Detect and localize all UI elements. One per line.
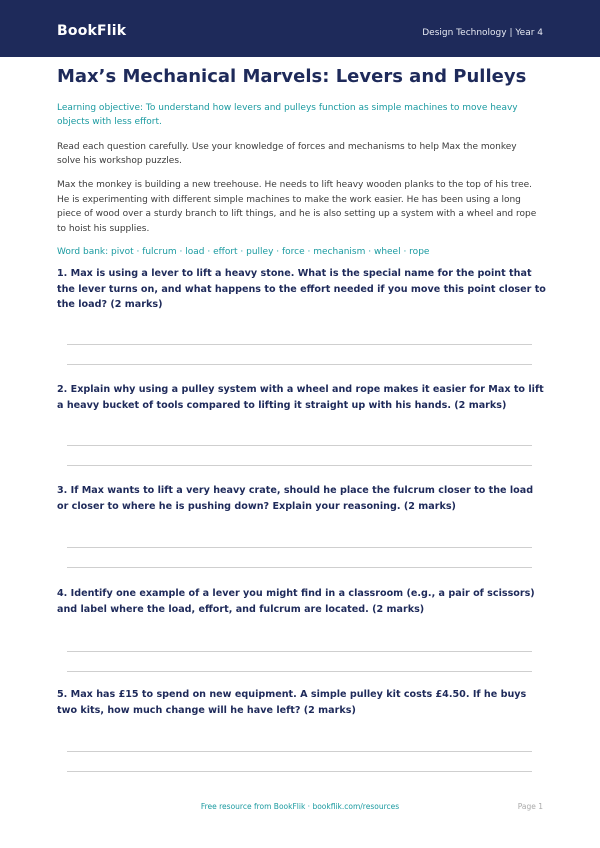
question-text: 2. Explain why using a pulley system with a wheel and rope makes it easier for Max to lift a heavy bucket of tools compared to lifting it straight up with his hands. (2 marks) <box>57 384 544 411</box>
brand-logo[interactable]: BookFlik <box>57 23 127 39</box>
subject-label: Design Technology | Year 4 <box>422 28 543 38</box>
word-bank: Word bank: pivot · fulcrum · load · effort · pulley · force · mechanism · wheel · rope <box>57 247 430 257</box>
question-text: 1. Max is using a lever to lift a heavy stone. What is the special name for the point that the lever turns on, and what happens to the effort needed if you move this point closer to the load? (2 marks) <box>57 268 546 310</box>
answer-line[interactable] <box>67 651 532 652</box>
answer-line[interactable] <box>67 445 532 446</box>
question-3 <box>57 483 547 514</box>
footer-link[interactable]: Free resource from BookFlik · bookflik.com/resources <box>200 802 400 811</box>
instructions-text: Read each question carefully. Use your knowledge of forces and mechanisms to help Max the monkey solve his workshop puzzles. <box>57 142 517 166</box>
question-1 <box>57 266 547 313</box>
question-5 <box>57 687 547 718</box>
answer-line[interactable] <box>67 671 532 672</box>
answer-line[interactable] <box>67 751 532 752</box>
question-2 <box>57 382 547 413</box>
question-text: 5. Max has £15 to spend on new equipment. A simple pulley kit costs £4.50. If he buys two kits, how much change will he have left? (2 marks) <box>57 689 527 716</box>
question-4 <box>57 586 547 617</box>
answer-line[interactable] <box>67 465 532 466</box>
answer-line[interactable] <box>67 567 532 568</box>
learning-objective: Learning objective: To understand how levers and pulleys function as simple machines to move heavy objects with less effort. <box>57 103 518 127</box>
answer-line[interactable] <box>67 547 532 548</box>
worksheet-intro <box>57 65 543 259</box>
answer-line[interactable] <box>67 771 532 772</box>
page-number: Page 1 <box>517 802 543 811</box>
answer-line[interactable] <box>67 344 532 345</box>
header-bar <box>0 0 600 57</box>
question-text: 4. Identify one example of a lever you might find in a classroom (e.g., a pair of scissors) and label where the load, effort, and fulcrum are located. (2 marks) <box>57 588 535 615</box>
answer-line[interactable] <box>67 364 532 365</box>
question-text: 3. If Max wants to lift a very heavy crate, should he place the fulcrum closer to the load or closer to where he is pushing down? Explain your reasoning. (2 marks) <box>57 485 534 512</box>
page-title: Max’s Mechanical Marvels: Levers and Pulleys <box>57 66 527 87</box>
scenario-text: Max the monkey is building a new treehouse. He needs to lift heavy wooden planks to the top of his tree. He is experimenting with different simple machines to make the work easier. He has been using a long piece of wood over a sturdy branch to lift things, and he is also setting up a system with a wheel and rope to hoist his supplies. <box>57 180 537 234</box>
